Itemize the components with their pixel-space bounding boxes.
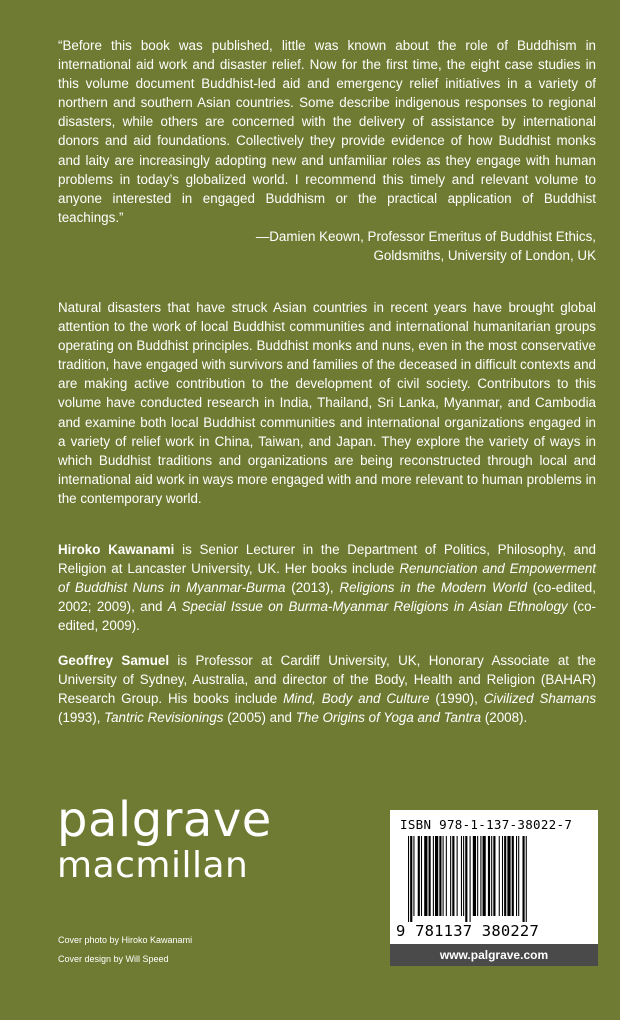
bio-text: (2013), — [285, 580, 340, 596]
endorsement-attribution-1: —Damien Keown, Professor Emeritus of Buddhist Ethics, — [255, 228, 596, 244]
barcode-bar — [491, 836, 492, 916]
bio-text: is Senior Lecturer in the Department of Politics, Philosophy, and Religion at Lancaster University, UK. Her books include — [58, 542, 596, 577]
barcode-bar — [410, 836, 412, 922]
publisher-logo-line1: palgrave — [57, 792, 272, 848]
isbn-label: ISBN 978-1-137-38022-7 — [400, 817, 573, 832]
bio-text: is Professor at Cardiff University, UK, Honorary Associate at the University of Sydney, Australia, and director of the Body, Health and Religion (BAHAR) Research Group. His books include — [58, 653, 596, 707]
barcode-bar — [526, 836, 527, 922]
book-title: Civilized Shamans — [483, 691, 597, 707]
barcode-bar — [477, 836, 478, 916]
barcode-bar — [502, 836, 503, 916]
barcode-bar — [512, 836, 514, 916]
ean-digits: 9 781137 380227 — [396, 922, 539, 940]
barcode-bar — [507, 836, 510, 916]
barcode-bar — [470, 836, 471, 922]
barcode-bar — [429, 836, 431, 916]
book-title: Tantric Revisionings — [104, 710, 224, 726]
barcode-bar — [504, 836, 506, 916]
barcode-bar — [457, 836, 458, 916]
barcode-bar — [518, 836, 519, 916]
author-name: Hiroko Kawanami — [58, 542, 175, 557]
barcode-bar — [443, 836, 444, 916]
barcode-bar — [435, 836, 438, 916]
barcode-bar — [413, 836, 414, 916]
barcode-bar — [408, 836, 409, 922]
barcode-bar — [499, 836, 500, 916]
endorsement-attribution-2: Goldsmiths, University of London, UK — [373, 248, 596, 264]
book-title: The Origins of Yoga and Tantra — [295, 710, 482, 726]
endorsement-quote: “Before this book was published, little was known about the role of Buddhism in international aid work and disaster relief. Now for the first time, the eight case studies in this volume document Buddhist-led aid and emergency relief initiatives in a variety of northern and southern Asian countries. Some describe indigenous responses to regional disasters, while others are concerned with the delivery of assistance by international donors and aid foundations. Collectively they provide evidence of how Buddhist monks and laity are increasingly adopting new and unfamiliar roles as they engage with human problems in today’s globalized world. I recommend this timely and relevant volume to anyone interested in engaged Buddhism or the practical application of Buddhist teachings.” — [58, 38, 596, 225]
barcode-bars — [406, 836, 586, 922]
endorsement — [58, 36, 596, 265]
cover-design-credit: Cover design by Will Speed — [58, 954, 169, 964]
barcode-bar — [461, 836, 462, 916]
bio-text: (2005) and — [223, 710, 296, 726]
barcode-bar — [463, 836, 464, 916]
barcode-bar — [421, 836, 422, 916]
isbn-barcode — [390, 810, 598, 966]
barcode-bar — [493, 836, 495, 916]
author-bio-samuel — [58, 651, 596, 727]
barcode-bar — [488, 836, 490, 916]
book-title: A Special Issue on Burma-Myanmar Religions in Asian Ethnology — [167, 599, 568, 615]
barcode-bar — [452, 836, 454, 916]
barcode-bar — [433, 836, 434, 916]
barcode-bar — [450, 836, 451, 916]
book-description: Natural disasters that have struck Asian countries in recent years have brought global attention to the work of local Buddhist communities and international humanitarian groups operating on Buddhist principles. Buddhist monks and nuns, even in the most conservative tradition, have engaged with survivors and families of the deceased in difficult contexts and are making active contribution to the development of civil society. Contributors to this volume have conducted research in India, Thailand, Sri Lanka, Myanmar, and Cambodia and examine both local Buddhist communities and international organizations engaged in a variety of relief work in China, Taiwan, and Japan. They explore the variety of ways in which Buddhist traditions and organizations are being reconstructed through local and international aid work in ways more engaged with and more relevant to human problems in the contemporary world. — [58, 300, 596, 506]
book-title: Religions in the Modern World — [339, 580, 527, 596]
bio-text: (co-edited, 2002; 2009), and — [58, 580, 596, 615]
publisher-logo-line2: macmillan — [57, 845, 249, 886]
bio-text: (co-edited, 2009). — [58, 599, 596, 634]
barcode-bar — [465, 836, 467, 922]
publisher-website: www.palgrave.com — [390, 944, 598, 966]
barcode-bar — [418, 836, 420, 916]
book-title: Mind, Body and Culture — [283, 691, 430, 707]
bio-text: (1993), — [58, 710, 105, 726]
barcode-bar — [480, 836, 481, 916]
author-name: Geoffrey Samuel — [58, 653, 170, 668]
barcode-bar — [446, 836, 447, 916]
barcode-bar — [483, 836, 486, 916]
barcode-bar — [473, 836, 476, 916]
cover-photo-credit: Cover photo by Hiroko Kawanami — [58, 935, 193, 945]
bio-text: (1990), — [429, 691, 484, 707]
barcode-bar — [439, 836, 441, 916]
book-title: Renunciation and Empowerment of Buddhist Nuns in Myanmar-Burma — [58, 561, 596, 596]
barcode-bar — [522, 836, 524, 922]
publisher-logo — [57, 792, 272, 886]
barcode-bar — [516, 836, 517, 916]
author-bio-kawanami — [58, 540, 596, 635]
barcode-bar — [424, 836, 427, 916]
bio-text: (2008). — [481, 710, 528, 726]
